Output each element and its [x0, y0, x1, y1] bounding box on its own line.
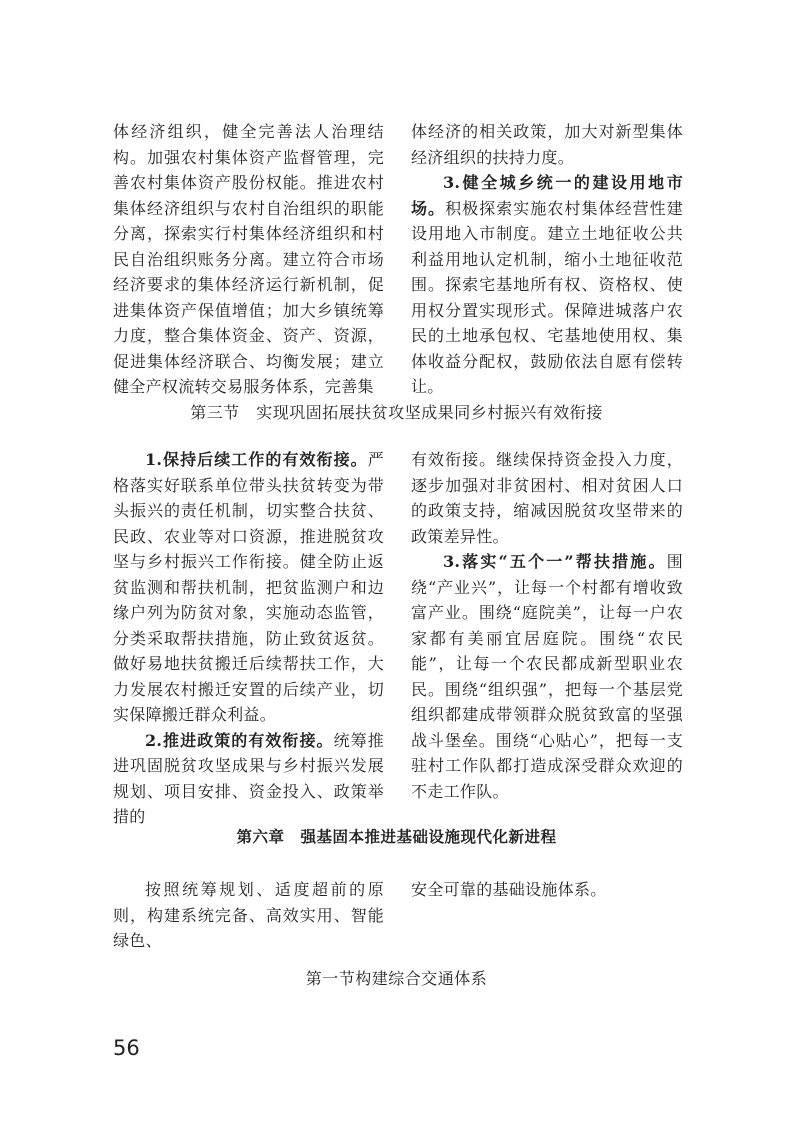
- paragraph-policy-link-cont: 有效衔接。继续保持资金投入力度，逐步加强对非贫困村、相对贫困人口的政策支持，缩减因脱贫攻坚带来的政策差异性。: [411, 450, 683, 546]
- page-number: 56: [113, 1036, 140, 1060]
- chapter-6-heading: 第六章 强基固本推进基础设施现代化新进程: [236, 828, 557, 846]
- item-text-five-ones: 围绕“产业兴”，让每一个村都有增收致富产业。围绕“庭院美”，让每一户农家都有美丽宜居庭院。围绕“农民能”，让每一个农民都成新型职业农民。围绕“组织强”，把每一个基层党组织都建成带领群众脱贫致富的坚强战斗堡垒。围绕“心贴心”，把每一支驻村工作队都打造成深受群众欢迎的不走工作队。: [411, 552, 683, 801]
- item-text-policy-link: 统筹推进巩固脱贫攻坚成果与乡村振兴发展规划、项目安排、资金投入、政策举措的: [113, 730, 384, 826]
- paragraph-follow-up-work: [113, 447, 384, 728]
- paragraph-infrastructure-intro-cont: 安全可靠的基础设施体系。: [411, 880, 607, 899]
- item-title-follow-up-work: 1.保持后续工作的有效衔接。: [145, 450, 368, 469]
- section-3-heading: 第三节 实现巩固拓展扶贫攻坚成果同乡村振兴有效衔接: [190, 403, 603, 422]
- section-1-heading: 第一节构建综合交通体系: [305, 969, 488, 988]
- item-text-follow-up-work: 严格落实好联系单位带头扶贫转变为带头振兴的责任机制，切实整合扶贫、民政、农业等对口资源，推进脱贫攻坚与乡村振兴工作衔接。健全防止返贫监测和帮扶机制，把贫监测户和边缘户列为防贫对象，实施动态监管，分类采取帮扶措施，防止致贫返贫。做好易地扶贫搬迁后续帮扶工作，大力发展农村搬迁安置的后续产业，切实保障搬迁群众利益。: [113, 450, 384, 724]
- item-title-five-ones: 3.落实“五个一”帮扶措施。: [443, 552, 667, 571]
- column-left-section3: [113, 447, 384, 830]
- column-right-section3: [411, 447, 683, 804]
- item-title-policy-link: 2.推进政策的有效衔接。: [145, 730, 334, 750]
- item-title-land-market: 3.健全城乡统一的建设用地市场。: [411, 173, 683, 218]
- paragraph-five-ones: [411, 549, 683, 804]
- paragraph-collective-economy: 体经济组织，健全完善法人治理结构。加强农村集体资产监督管理，完善农村集体资产股份权能。推进农村集体经济组织与农村自治组织的职能分离，探索实行村集体经济组织和村民自治组织账务分离。建立符合市场经济要求的集体经济运行新机制，促进集体资产保值增值；加大乡镇统筹力度，整合集体资金、资产、资源，促进集体经济联合、均衡发展；建立健全产权流转交易服务体系，完善集: [113, 122, 384, 396]
- column-right-chapter6: [411, 877, 683, 903]
- paragraph-infrastructure-intro: 按照统筹规划、适度超前的原则，构建系统完备、高效实用、智能绿色、: [113, 880, 384, 950]
- column-right-prev: [411, 119, 683, 400]
- item-text-land-market: 积极探索实施农村集体经营性建设用地入市制度。建立土地征收公共利益用地认定机制，缩小土地征收范围。探索宅基地所有权、资格权、使用权分置实现形式。保障进城落户农民的土地承包权、宅基地使用权、集体收益分配权，鼓励依法自愿有偿转让。: [411, 198, 683, 396]
- paragraph-policy-link: [113, 728, 384, 830]
- paragraph-land-market: [411, 170, 683, 400]
- column-left-chapter6: [113, 877, 384, 954]
- column-left-prev: [113, 119, 384, 400]
- paragraph-collective-policy: 体经济的相关政策，加大对新型集体经济组织的扶持力度。: [411, 122, 683, 167]
